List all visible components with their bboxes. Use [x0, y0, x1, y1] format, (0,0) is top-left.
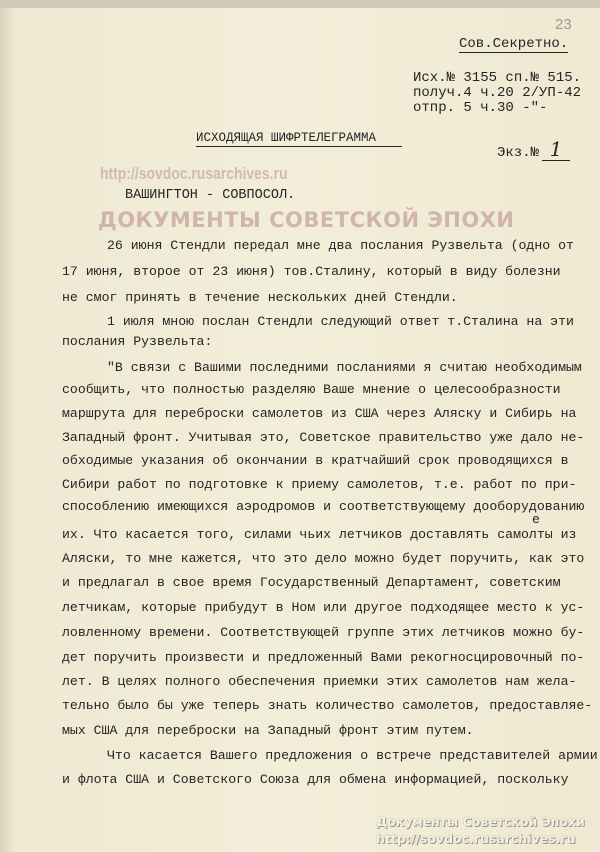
watermark-title: ДОКУМЕНТЫ СОВЕТСКОЙ ЭПОХИ — [98, 208, 515, 232]
outgoing-number: Исх.№ 3155 сп.№ 515. — [413, 70, 582, 86]
body-line: 26 июня Стендли передал мне два послания Рузвельта (одно от — [107, 238, 574, 253]
footer-url: http://sovdoc.rusarchives.ru — [376, 831, 576, 846]
body-line: Аляски, то мне кажется, что это дело можно будет поручить, как это — [62, 551, 585, 566]
received-time: получ.4 ч.20 2/УП-42 — [413, 85, 582, 101]
body-line: Западный фронт. Учитывая это, Советское правительство уже дало не- — [62, 430, 585, 445]
body-line: дет поручить произвести и предложенный Вами рекогносцировочный по- — [62, 650, 585, 665]
document-type-heading: ИСХОДЯЩАЯ ШИФРТЕЛЕГРАММА — [196, 131, 402, 147]
footer-title: Документы Советской Эпохи — [376, 814, 585, 829]
body-line: и предлагал в свое время Государственный Департамент, советским — [62, 575, 561, 590]
watermark-url: http://sovdoc.rusarchives.ru — [100, 164, 288, 183]
body-line: мых США для переброски на Западный фронт этим путем. — [62, 723, 474, 738]
body-line: маршрута для переброски самолетов из США через Аляску и Сибирь на — [62, 406, 577, 421]
body-line: сообщить, что полностью разделяю Ваше мнение о целесообразности — [62, 382, 561, 397]
body-line: летчикам, которые прибудут в Ном или другое подходящее место к ус- — [62, 600, 585, 615]
body-line: ловленному времени. Соответствующей группе этих летчиков можно бу- — [62, 625, 585, 640]
correction-insert: е — [532, 512, 540, 527]
body-line: обходимые указания об окончании в кратчайший срок проводящихся в — [62, 453, 569, 468]
copy-number: 1 — [542, 138, 570, 161]
page-number: 23 — [555, 16, 572, 33]
body-line: их. Что касается того, силами чьих летчиков доставлять самолты из — [62, 527, 577, 542]
body-line: и флота США и Советского Союза для обмена информацией, поскольку — [62, 772, 569, 787]
body-line: послания Рузвельта: — [62, 334, 213, 349]
body-line: лет. В целях полного обеспечения приемки этих самолетов нам жела- — [62, 674, 577, 689]
body-line: 17 июня, второе от 23 июня) тов.Сталину, который в виду болезни — [62, 264, 561, 279]
body-line: не смог принять в течение нескольких дней Стендли. — [62, 290, 458, 305]
scan-edge — [0, 0, 600, 8]
addressee: ВАШИНГТОН - СОВПОСОЛ. — [125, 188, 296, 203]
body-line: "В связи с Вашими последними посланиями я считаю необходимым — [107, 360, 582, 375]
classification-stamp: Сов.Секретно. — [459, 36, 569, 52]
sent-time: отпр. 5 ч.30 -"- — [413, 100, 548, 116]
body-line: способлению имеющихся аэродромов и соответствующему дооборудованию — [62, 499, 585, 514]
body-line: 1 июля мною послан Стендли следующий ответ т.Сталина на эти — [107, 314, 574, 329]
body-line: Что касается Вашего предложения о встрече представителей армии — [107, 748, 598, 763]
copy-label: Экз.№ — [497, 145, 540, 161]
body-line: Сибири работ по подготовке к приему самолетов, т.е. работ по при- — [62, 477, 577, 492]
body-line: тельно было бы уже теперь знать количество самолетов, предоставляе- — [62, 698, 593, 713]
